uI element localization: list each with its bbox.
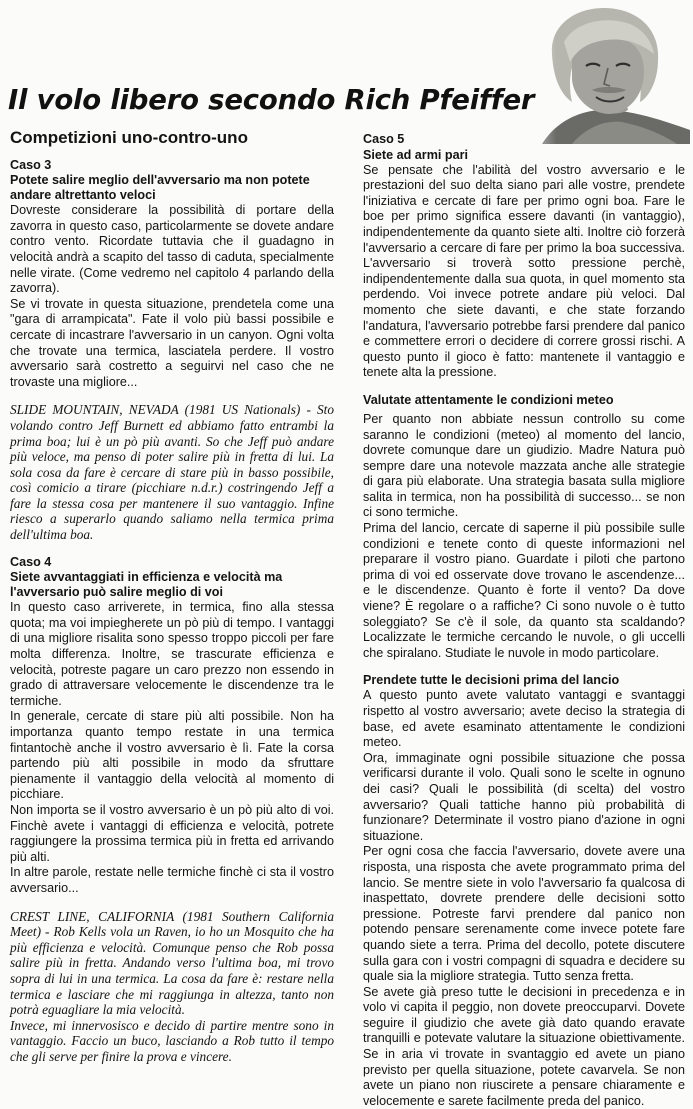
caso-5-paragraph-1: Se pensate che l'abilità del vostro avversario e le prestazioni del suo delta siano pari alle vostre, prendete l'iniziativa e cercate di fare per primo ogni boa. Fare le boe per primo significa essere davanti (in vantaggio), indipendentemente da quanto siete alti. Inoltre ciò forzerà l'avversario a cercare di fare per primo la boa successiva. L'avversario si troverà sotto pressione perchè, indipendentemente dalla sua quota, in quel momento sta perdendo. Voi invece potrete andare più veloci. Dal momento che siete davanti, e che state forzando l'andatura, l'avversario potrebbe farsi prendere dal panico e commettere errori o decidere di correre grossi rischi. A questo punto il gioco è fatto: mantenete il vantaggio e tenete alta la pressione. — [363, 162, 685, 380]
left-column — [10, 130, 334, 1064]
caso-3-label: Caso 3 — [10, 157, 52, 172]
meteo-paragraph-1: Per quanto non abbiate nessun controllo su come saranno le condizioni (meteo) al momento del lancio, dovrete comunque dare un giudizio. Madre Natura può sempre dare una notevole mazzata anche alle strategie di gara più elaborate. Una strategia basata sulla migliore salita in termica, non ha possibilità di successo... se non ci sono termiche. — [363, 411, 685, 520]
caso-4-paragraph-4: In altre parole, restate nelle termiche finchè ci sta il vostro avversario... — [10, 865, 334, 895]
section-title: Competizioni uno-contro-uno — [10, 128, 248, 147]
author-portrait-photo — [512, 2, 690, 144]
caso-4-paragraph-3: Non importa se il vostro avversario è un pò più alto di voi. Finchè avete i vantaggi di efficienza e velocità, potrete raggiungere la prossima termica più in fretta ed arrivando più alti. — [10, 802, 334, 864]
caso-3-heading: Potete salire meglio dell'avversario ma non potete andare altrettanto veloci — [10, 173, 310, 203]
caso-5-heading: Siete ad armi pari — [363, 147, 468, 162]
caso-4-story-crest-line: CREST LINE, CALIFORNIA (1981 Southern California Meet) - Rob Kells vola un Raven, io ho un Mosquito che ha più efficienza e velocità. Comunque penso che Rob possa salire più in fretta. Andando verso l'ultima boa, mi trovo sopra di lui in una termica. La cosa da fare è: restare nella termica e lasciare che mi raggiunga in altezza, tanto non potrà eguagliare la mia velocità. — [10, 908, 334, 1018]
page-title: Il volo libero secondo Rich Pfeiffer — [8, 84, 535, 116]
decisioni-heading: Prendete tutte le decisioni prima del lancio — [363, 673, 620, 688]
caso-4-heading: Siete avvantaggiati in efficienza e velocità ma l'avversario può salire meglio di voi — [10, 570, 283, 600]
caso-4-paragraph-1: In questo caso arriverete, in termica, fino alla stessa quota; ma voi impiegherete un pò più di tempo. I vantaggi di una migliore risalita sono spesso troppo piccoli per fare molta differenza. Inoltre, se trascurate efficienza e velocità, potreste pagare un caro prezzo non essendo in grado di attraversare velocemente le discendenze tra le termiche. — [10, 600, 334, 708]
caso-3-story-slide-mountain: SLIDE MOUNTAIN, NEVADA (1981 US Nationals) - Sto volando contro Jeff Burnett ed abbiamo fatto entrambi la prima boa; lui è un pò più avanti. So che Jeff può andare più veloce, ma penso di poter salire più in fretta di lui. La sola cosa da fare è cercare di stare più in basso possibile, così comicio a tirare (picchiare n.d.r.) costringendo Jeff a fare la stessa cosa per mantenere il suo vantaggio. Infine riesco a superarlo quando saliamo nella termica prima dell'ultima boa. — [10, 402, 334, 543]
caso-5-label: Caso 5 — [363, 132, 405, 146]
caso-4-story-crest-line-continued: Invece, mi innervosisco e decido di partire mentre sono in vantaggio. Faccio un buco, lasciando a Rob tutto il tempo che gli serve per finire la prova e vincere. — [10, 1017, 334, 1064]
caso-3-paragraph-1: Dovreste considerare la possibilità di portare della zavorra in questo caso, particolarmente se dovete andare contro vento. Ricordate tuttavia che il guadagno in velocità andrà a scapito del tasso di caduta, specialmente nelle virate. (Come vedremo nel capitolo 4 parlando della zavorra). — [10, 203, 334, 296]
caso-3-paragraph-2: Se vi trovate in questa situazione, prendetela come una "gara di arrampicata". Fate il volo più bassi possibile e cercate di incastrare l'avversario in un canyon. Ogni volta che trovate una termica, lasciatela perdere. Il vostro avversario sarà costretto a seguirvi nel caso che ne trovaste una migliore... — [10, 296, 334, 389]
decisioni-paragraph-1: A questo punto avete valutato vantaggi e svantaggi rispetto al vostro avversario; avete deciso la strategia di base, ed avete esaminato attentamente le condizioni meteo. — [363, 688, 685, 750]
caso-4-label: Caso 4 — [10, 554, 52, 569]
decisioni-paragraph-4: Se avete già preso tutte le decisioni in precedenza e in volo vi capita il peggio, non dovete preoccuparvi. Dovete seguire il giudizio che avete già dato quando eravate tranquilli e potevate valutare la situazione obiettivamente. Se in aria vi trovate in svantaggio ed avete un piano previsto per quella situazione, potete cavarvela. Se non avete un piano non riuscirete a pensare chiaramente e velocemente e sarete facilmente preda del panico. — [363, 984, 685, 1108]
caso-4-paragraph-2: In generale, cercate di stare più alti possibile. Non ha importanza quanto tempo restate in una termica fintantochè anche il vostro avversario è lì. Fate la corsa partendo più alti possibile in modo da sfruttare pienamente il vantaggio della velocità al momento di picchiare. — [10, 709, 334, 802]
right-column — [363, 132, 685, 1109]
meteo-heading: Valutate attentamente le condizioni meteo — [363, 392, 614, 407]
decisioni-paragraph-2: Ora, immaginate ogni possibile situazione che possa verificarsi durante il volo. Quali sono le scelte in ognuno dei casi? Quali le possibilità (di scelta) del vostro avversario? Quali tattiche hanno più probabilità di funzionare? Determinate il vostro piano d'azione in ogni situazione. — [363, 750, 685, 843]
meteo-paragraph-2: Prima del lancio, cercate di saperne il più possibile sulle condizioni e tenete conto di queste informazioni nel preparare il vostro piano. Guardate i piloti che partono prima di voi ed osservate dove trovano le ascendenze... e le discendenze. Quanto è forte il vento? Da dove viene? È regolare o a raffiche? Ci sono nuvole o è tutto soleggiato? Se c'è il sole, da quanto sta scaldando? Localizzate le termiche cercando le nuvole, o gli uccelli che spiralano. Studiate le nuvole in modo particolare. — [363, 521, 685, 660]
decisioni-paragraph-3: Per ogni cosa che faccia l'avversario, dovete avere una risposta, una risposta che avete programmato prima del lancio. Se mentre siete in volo l'avversario fa qualcosa di inaspettato, dovrete prendere delle decisioni sotto pressione. Potreste farvi prendere dal panico non potendo pensare serenamente come invece potete fare quando siete a terra. Prima del decollo, potete discutere sulla gara con i vostri compagni di squadra e decidere su quale sia la migliore strategia. Tutto senza fretta. — [363, 844, 685, 984]
